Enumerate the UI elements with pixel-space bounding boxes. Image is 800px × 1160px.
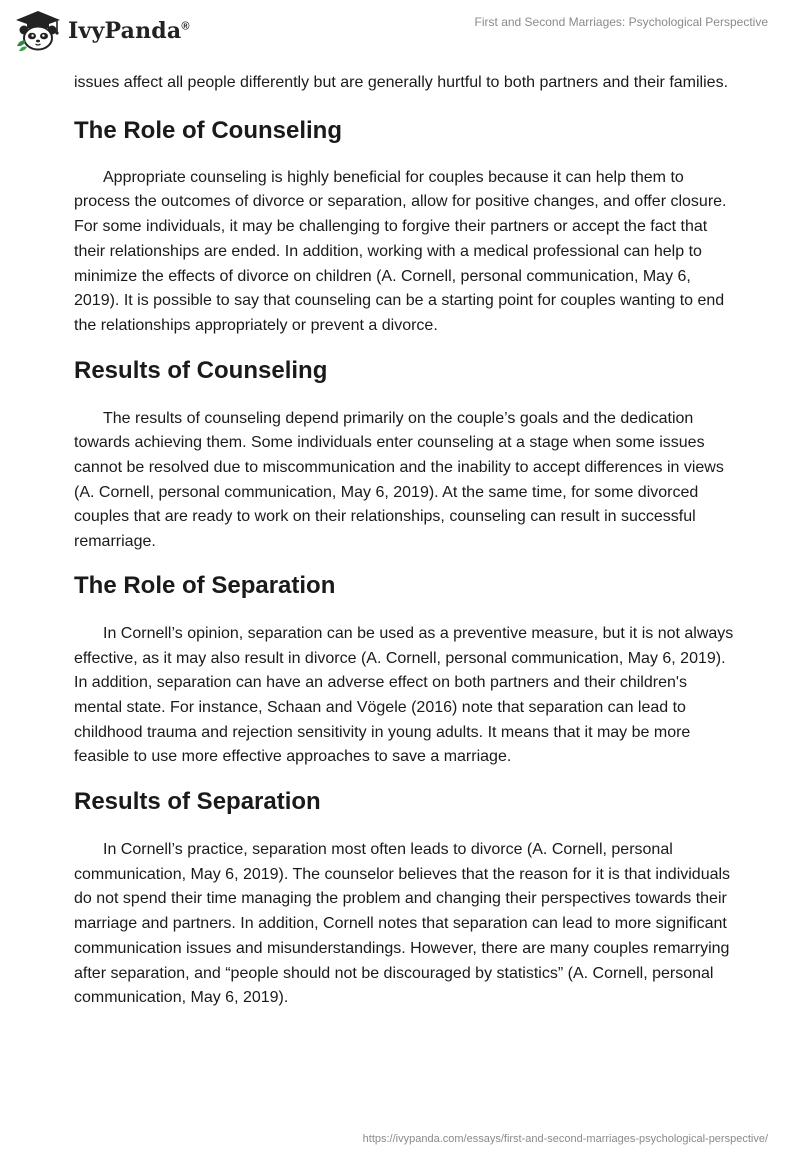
section-body-role-of-separation: In Cornell’s opinion, separation can be used as a preventive measure, but it is not always effective, as it may also result in divorce (A. Cornell, personal communication, May 6, 2019). In addition, separation can have an adverse effect on both partners and their children's mental state. For instance, Schaan and Vögele (2016) note that separation can lead to childhood trauma and rejection sensitivity in young adults. It means that it may be more feasible to use more effective approaches to save a marriage. <box>74 624 734 766</box>
page-header <box>0 0 800 70</box>
intro-paragraph: issues affect all people differently but are generally hurtful to both partners and their families. <box>74 74 729 91</box>
ivypanda-logo[interactable] <box>14 10 190 52</box>
section-body-results-of-counseling: The results of counseling depend primarily on the couple’s goals and the dedication towards achieving them. Some individuals enter counseling at a stage when some issues cannot be resolved due to miscommunication and the inability to accept differences in views (A. Cornell, personal communication, May 6, 2019). At the same time, for some divorced couples that are ready to work on their relationships, counseling can result in successful remarriage. <box>74 409 724 551</box>
logo-wordmark: IvyPanda® <box>68 18 190 44</box>
essay-content <box>74 71 734 1011</box>
section-heading-role-of-counseling: The Role of Counseling <box>74 116 342 144</box>
registered-mark: ® <box>181 20 190 33</box>
source-url[interactable]: https://ivypanda.com/essays/first-and-second-marriages-psychological-perspective/ <box>362 1133 768 1145</box>
section-heading-results-of-counseling: Results of Counseling <box>74 356 328 384</box>
section-body-role-of-counseling: Appropriate counseling is highly beneficial for couples because it can help them to process the outcomes of divorce or separation, allow for positive changes, and offer closure. For some individuals, it may be challenging to forgive their partners or accept the fact that their relationships are ended. In addition, working with a medical professional can help to minimize the effects of divorce on children (A. Cornell, personal communication, May 6, 2019). It is possible to say that counseling can be a starting point for couples wanting to end the relationships appropriately or prevent a divorce. <box>74 168 727 334</box>
section-heading-role-of-separation: The Role of Separation <box>74 571 336 599</box>
section-heading-results-of-separation: Results of Separation <box>74 788 321 816</box>
section-body-results-of-separation: In Cornell’s practice, separation most often leads to divorce (A. Cornell, personal communication, May 6, 2019). The counselor believes that the reason for it is that individuals do not spend their time managing the problem and changing their perspectives towards their marriage and partners. In addition, Cornell notes that separation can lead to more significant communication issues and misunderstandings. However, there are many couples remarrying after separation, and “people should not be discouraged by statistics” (A. Cornell, personal communication, May 6, 2019). <box>74 841 731 1007</box>
document-title: First and Second Marriages: Psychological Perspective <box>474 15 768 29</box>
panda-graduate-icon <box>14 10 62 52</box>
